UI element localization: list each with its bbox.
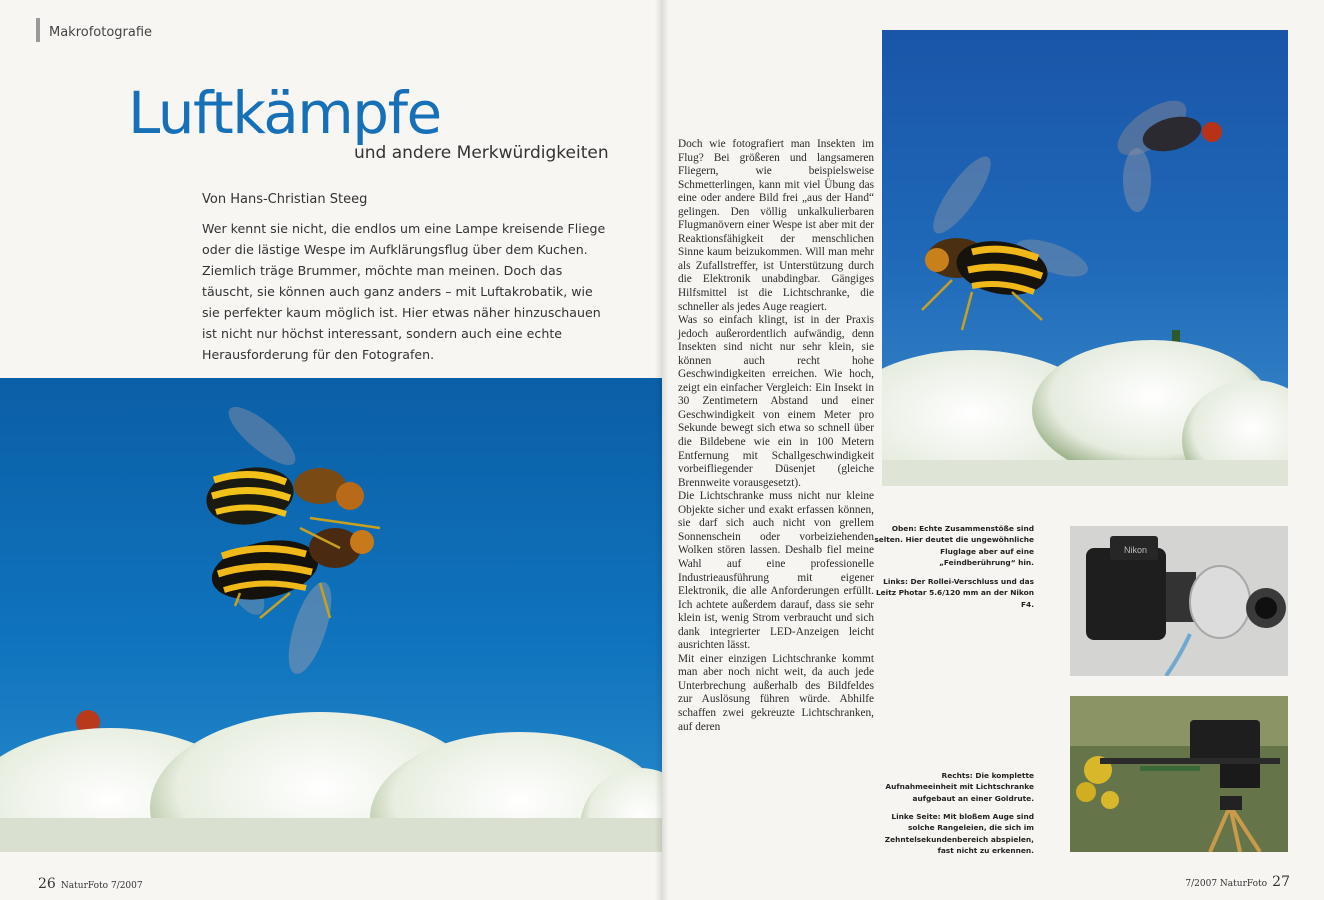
folio-right bbox=[1185, 871, 1290, 890]
magazine-issue: NaturFoto 7/2007 bbox=[60, 881, 143, 891]
wasps-in-flight-photo bbox=[0, 378, 662, 852]
camera-closeup-photo bbox=[1070, 526, 1288, 676]
caption-top: Oben: Echte Zusammenstöße sind selten. Hier deutet die ungewöhnliche Fluglage aber auf eine „Feindberührung“ hin. bbox=[874, 524, 1034, 567]
section-label: Makrofotografie bbox=[49, 25, 153, 40]
body-text-column bbox=[678, 138, 874, 734]
wasp-and-fly-photo bbox=[882, 30, 1288, 486]
caption-left: Links: Der Rollei-Verschluss und das Leitz Photar 5.6/120 mm an der Nikon F4. bbox=[875, 577, 1034, 609]
page-number: 27 bbox=[1272, 874, 1290, 890]
caption-left-page: Linke Seite: Mit bloßem Auge sind solche Rangeleien, die sich im Zehntelsekundenbereich abspielen, fast nicht zu erkennen. bbox=[884, 812, 1034, 855]
body-paragraph: Doch wie fotografiert man Insekten im Flug? Bei größeren und langsameren Fliegern, wie beispielsweise Schmetterlingen, kann mit viel Übung das eine oder andere Bild frei „aus der Hand“ gelingen. Den völlig unkalkulierbaren Flugmanövern einer Wespe ist aber mit der Reaktionsfähigkeit der menschlichen Sinne kaum beizukommen. Will man mehr als Zufallstreffer, ist Unterstützung durch die Elektronik unabdingbar. Gängiges Hilfsmittel ist die Lichtschranke, die schneller als jedes Auge reagiert. bbox=[678, 138, 874, 313]
caption-right: Rechts: Die komplette Aufnahmeeinheit mit Lichtschranke aufgebaut an einer Goldrute. bbox=[885, 771, 1034, 803]
right-page bbox=[662, 0, 1324, 900]
body-paragraph: Was so einfach klingt, ist in der Praxis jedoch außerordentlich aufwändig, denn Insekten sind nicht nur sehr klein, sie können auch recht hohe Geschwindigkeiten erreichen. Wie hoch, zeigt ein einfacher Vergleich: Ein Insekt in 30 Zentimetern Abstand und einer Geschwindigkeit von einem Meter pro Sekunde bewegt sich etwa so schnell über die Bildebene wie ein in 100 Metern Entfernung mit Schallgeschwindigkeit vorbeifliegender Düsenjet (gleiche Brennweite vorausgesetzt). bbox=[678, 314, 874, 489]
subheadline: und andere Merkwürdigkeiten bbox=[354, 143, 609, 163]
headline: Luftkämpfe bbox=[128, 79, 441, 147]
body-paragraph: Mit einer einzigen Lichtschranke kommt man aber noch nicht weit, da auch jede Unterbrechung außerhalb des Bildfeldes zur Auslösung führen würde. Abhilfe schaffen zwei gekreuzte Lichtschranken, auf deren bbox=[678, 652, 874, 733]
field-setup-photo bbox=[1070, 696, 1288, 852]
section-marker bbox=[36, 18, 40, 42]
folio-left bbox=[38, 873, 143, 892]
byline: Von Hans-Christian Steeg bbox=[202, 192, 368, 207]
page-number: 26 bbox=[38, 876, 56, 892]
camera-brand-label: Nikon bbox=[1124, 545, 1148, 555]
magazine-issue: 7/2007 NaturFoto bbox=[1185, 879, 1268, 889]
intro-paragraph: Wer kennt sie nicht, die endlos um eine Lampe kreisende Fliege oder die lästige Wespe im Aufklärungsflug über dem Kuchen. Ziemlich träge Brummer, möchte man meinen. Doch das täuscht, sie können auch ganz anders – mit Luftakrobatik, wie sie perfekter kaum möglich ist. Hier etwas näher hinzuschauen ist nicht nur höchst interessant, sondern auch eine echte Herausforderung für den Fotografen. bbox=[202, 221, 606, 362]
body-paragraph: Die Lichtschranke muss nicht nur kleine Objekte sicher und exakt erfassen können, sie darf sich auch nicht von grellem Sonnenschein oder vorbeiziehenden Wolken stören lassen. Deshalb fiel meine Wahl auf eine professionelle Industrieausführung mit eigener Elektronik, die alle Anforderungen erfüllt. Ich achtete außerdem darauf, dass sie sehr klein ist, wenig Strom verbraucht und sich dank integrierter LED-Anzeigen leicht ausrichten lässt. bbox=[678, 490, 874, 652]
